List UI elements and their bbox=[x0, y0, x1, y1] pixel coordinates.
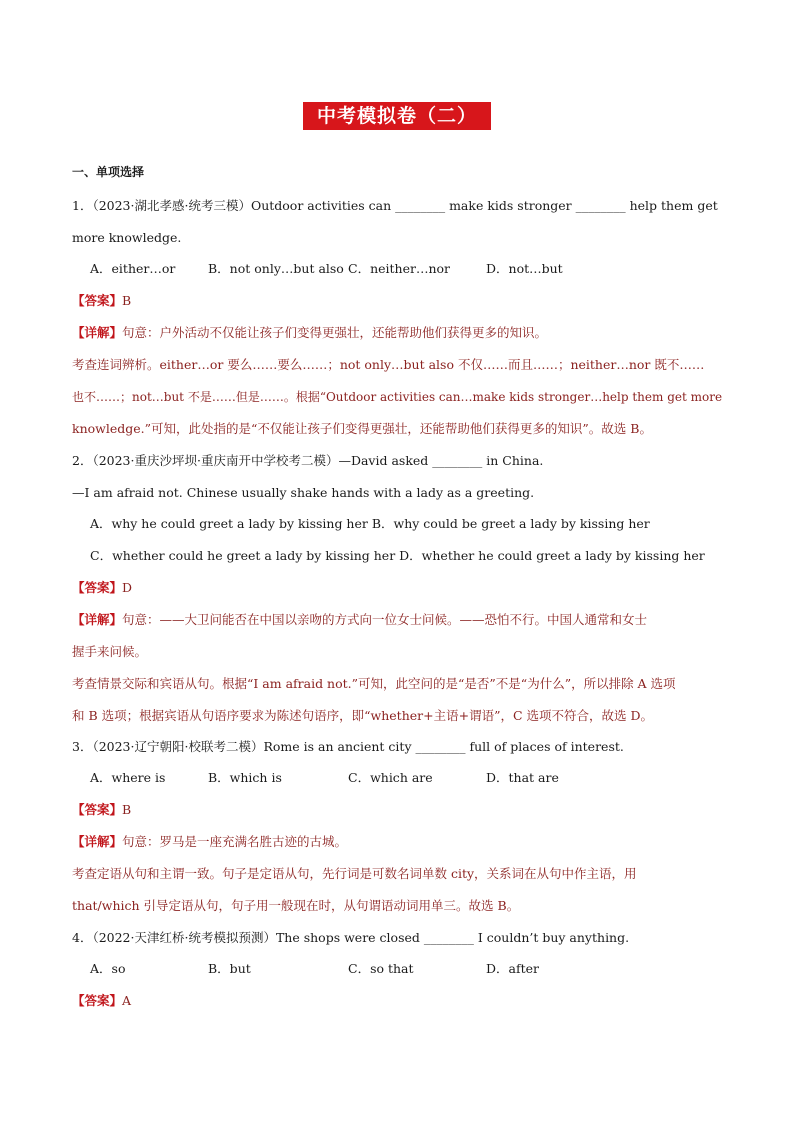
q1-stem-line2: more knowledge. bbox=[72, 230, 182, 245]
q2-options-line2: C．whether could he greet a lady by kissing her D．whether he could greet a lady by kissing her bbox=[90, 548, 705, 563]
q3-option-d: D．that are bbox=[486, 770, 559, 785]
q1-detail-text1: 句意：户外活动不仅能让孩子们变得更强壮，还能帮助他们获得更多的知识。 bbox=[122, 325, 548, 340]
q4-stem-line1: 4．（2022·天津红桥·统考模拟预测）The shops were closed ________ I couldn’t buy anything. bbox=[72, 930, 630, 945]
q2-stem-line1: 2．（2023·重庆沙坪坝·重庆南开中学校考二模）—David asked ________ in China. bbox=[72, 453, 544, 468]
q2-detail-text1: 句意：——大卫问能否在中国以亲吻的方式向一位女士问候。——恐怕不行。中国人通常和女士 bbox=[122, 612, 648, 627]
q3-options bbox=[90, 769, 750, 787]
title-wrap bbox=[0, 102, 794, 130]
q3-detail-line2: 考查定语从句和主谓一致。句子是定语从句，先行词是可数名词单数 city，关系词在从句中作主语，用 bbox=[72, 866, 637, 881]
answer-tag: 【答案】 bbox=[72, 293, 123, 308]
q2-detail-line2: 握手来问候。 bbox=[72, 644, 148, 659]
section-heading: 一、单项选择 bbox=[72, 165, 145, 179]
q2-detail-line3: 考查情景交际和宾语从句。根据“I am afraid not.”可知，此空问的是“是否”不是“为什么”，所以排除 A 选项 bbox=[72, 676, 676, 691]
q2-stem-line2: —I am afraid not. Chinese usually shake hands with a lady as a greeting. bbox=[72, 485, 535, 500]
detail-tag: 【详解】 bbox=[72, 612, 123, 627]
q3-detail-line3: that/which 引导定语从句，句子用一般现在时，从句谓语动词用单三。故选 B。 bbox=[72, 898, 520, 913]
q3-option-b: B．which is bbox=[208, 770, 282, 785]
q1-detail-line3: 也不……；not…but 不是……但是……。根据“Outdoor activities can…make kids stronger…help them get more bbox=[72, 390, 723, 404]
q1-stem-line1: 1．（2023·湖北孝感·统考三模）Outdoor activities can ________ make kids stronger ________ help them get bbox=[72, 198, 718, 213]
page-title: 中考模拟卷（二） bbox=[303, 102, 491, 130]
q1-options bbox=[90, 260, 750, 278]
q3-detail-line1 bbox=[72, 833, 732, 851]
q4-answer bbox=[72, 992, 732, 1010]
q4-option-d: D．after bbox=[486, 961, 539, 976]
q1-option-b: B．not only…but also bbox=[208, 261, 344, 276]
q4-option-b: B．but bbox=[208, 961, 251, 976]
q1-answer bbox=[72, 292, 732, 310]
q4-options bbox=[90, 960, 750, 978]
q3-answer bbox=[72, 801, 732, 819]
q2-answer bbox=[72, 579, 732, 597]
q1-option-c: C．neither…nor bbox=[348, 261, 451, 276]
q2-answer-value: D bbox=[122, 580, 133, 595]
q4-option-a: A．so bbox=[90, 961, 126, 976]
q1-answer-value: B bbox=[122, 293, 132, 308]
detail-tag: 【详解】 bbox=[72, 834, 123, 849]
q2-options-line1: A．why he could greet a lady by kissing her B．why could be greet a lady by kissing her bbox=[90, 516, 650, 531]
q3-option-c: C．which are bbox=[348, 770, 433, 785]
answer-tag: 【答案】 bbox=[72, 580, 123, 595]
q3-detail-text1: 句意：罗马是一座充满名胜古迹的古城。 bbox=[122, 834, 348, 849]
q1-option-a: A．either…or bbox=[90, 261, 176, 276]
q4-answer-value: A bbox=[122, 993, 132, 1008]
answer-tag: 【答案】 bbox=[72, 802, 123, 817]
q1-detail-line2: 考查连词辨析。either…or 要么……要么……；not only…but also 不仅……而且……；neither…nor 既不…… bbox=[72, 357, 705, 372]
q3-answer-value: B bbox=[122, 802, 132, 817]
q2-detail-line1 bbox=[72, 611, 732, 629]
q1-option-d: D．not…but bbox=[486, 261, 563, 276]
q1-detail-line4: knowledge.”可知，此处指的是“不仅能让孩子们变得更强壮，还能帮助他们获得更多的知识”。故选 B。 bbox=[72, 421, 652, 436]
q1-detail-line1 bbox=[72, 324, 732, 342]
q4-option-c: C．so that bbox=[348, 961, 414, 976]
q2-detail-line4: 和 B 选项；根据宾语从句语序要求为陈述句语序，即“whether+主语+谓语”，C 选项不符合，故选 D。 bbox=[72, 708, 653, 723]
q3-stem-line1: 3．（2023·辽宁朝阳·校联考二模）Rome is an ancient city ________ full of places of interest. bbox=[72, 739, 624, 754]
answer-tag: 【答案】 bbox=[72, 993, 123, 1008]
q3-option-a: A．where is bbox=[90, 770, 166, 785]
detail-tag: 【详解】 bbox=[72, 325, 123, 340]
